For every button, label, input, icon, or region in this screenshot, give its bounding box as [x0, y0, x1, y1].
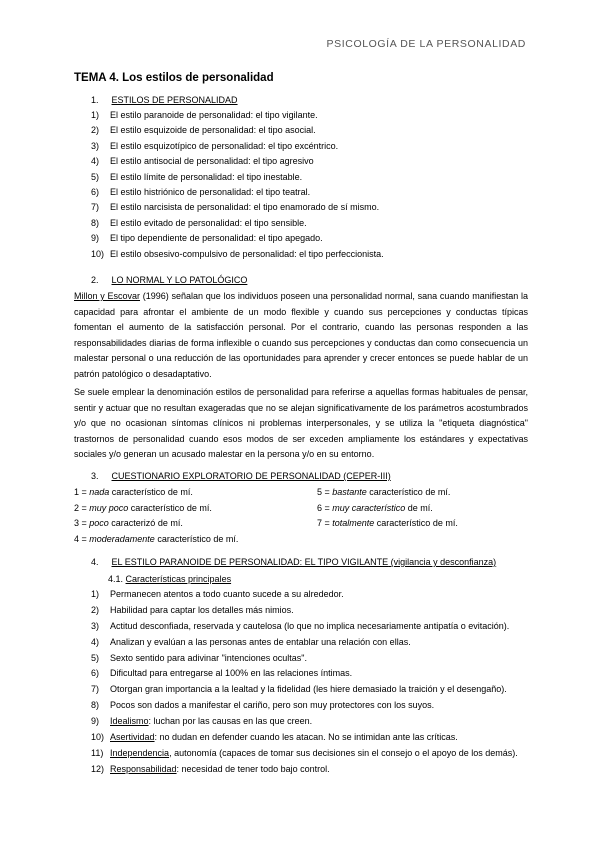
- item-text: El estilo narcisista de personalidad: el tipo enamorado de sí mismo.: [110, 202, 380, 213]
- scale-prefix: 4 =: [74, 533, 90, 544]
- item-number: 6): [91, 668, 100, 679]
- item-text: : necesidad de tener todo bajo control.: [176, 763, 330, 774]
- item-number: 5): [91, 171, 100, 182]
- scale-entry: [317, 518, 458, 528]
- section-title: ESTILOS DE PERSONALIDAD: [111, 95, 238, 105]
- item-number: 2): [91, 125, 100, 136]
- list-item: [91, 187, 384, 202]
- item-keyword: Responsabilidad: [110, 763, 177, 774]
- item-number: 6): [91, 186, 100, 197]
- item-keyword: Idealismo: [110, 716, 149, 727]
- list-item: [91, 716, 518, 732]
- scale-suffix: característico de mí.: [374, 518, 458, 529]
- item-number: 4): [91, 636, 100, 647]
- item-text: Actitud desconfiada, reservada y cautelosa (lo que no implica necesariamente antipatía o evitación).: [110, 620, 510, 631]
- list-item: [91, 110, 384, 125]
- characteristics-list: [91, 589, 518, 780]
- item-text: El estilo esquizotípico de personalidad: el tipo excéntrico.: [110, 140, 339, 151]
- item-text: , autonomía (capaces de tomar sus decisiones sin el consejo o el apoyo de los demás).: [169, 747, 518, 758]
- item-number: 5): [91, 652, 100, 663]
- scale-entry: [74, 487, 193, 497]
- item-text: Habilidad para captar los detalles más nimios.: [110, 604, 294, 615]
- subsection-heading: [108, 574, 231, 584]
- scale-emphasis: poco: [89, 518, 109, 529]
- list-item: [91, 732, 518, 748]
- scale-row: [74, 487, 528, 503]
- page-title: TEMA 4. Los estilos de personalidad: [74, 72, 274, 84]
- list-item: [91, 233, 384, 248]
- scale-emphasis: moderadamente: [89, 533, 155, 544]
- paragraph-normal-pathological: [74, 289, 528, 382]
- item-text: El tipo dependiente de personalidad: el tipo apegado.: [110, 233, 323, 244]
- item-number: 8): [91, 700, 100, 711]
- scale-entry: [317, 503, 433, 513]
- item-number: 3): [91, 620, 100, 631]
- item-text: Analizan y evalúan a las personas antes de entablar una relación con ellas.: [110, 636, 411, 647]
- list-item: [91, 202, 384, 217]
- scale-emphasis: nada: [89, 487, 110, 497]
- item-text: El estilo paranoide de personalidad: el tipo vigilante.: [110, 110, 318, 120]
- item-text: El estilo evitado de personalidad: el tipo sensible.: [110, 217, 307, 228]
- paragraph-text: (1996) señalan que los individuos poseen una personalidad normal, sana cuando manifiestan la capacidad para afrontar el ambiente de un modo flexible y cuando sus percepciones y conductas típicas fomentan el aumento de la satisfacción personal. Por el contrario, cuando las personas responden a las responsabilidades diarias de forma inflexible o cuando sus percepciones y conductas dan como consecuencia un malestar personal o una reducción de las oportunidades para aprender y crecer entonces se puede hablar de un patrón patológico o desadaptativo.: [74, 291, 528, 379]
- section-4-heading: [91, 557, 496, 567]
- item-text: Dificultad para entregarse al 100% en las relaciones íntimas.: [110, 668, 353, 679]
- scale-suffix: característico de mí.: [366, 487, 451, 497]
- list-item: [91, 684, 518, 700]
- item-number: 7): [91, 202, 100, 213]
- subsection-title: Características principales: [125, 574, 232, 584]
- item-number: 2): [91, 604, 100, 615]
- section-title: CUESTIONARIO EXPLORATORIO DE PERSONALIDAD (CEPER-III): [111, 471, 391, 481]
- scale-suffix: característico de mí.: [154, 533, 239, 544]
- item-number: 8): [91, 217, 100, 228]
- section-title-tail: (vigilancia y desconfianza): [388, 557, 497, 567]
- list-item: [91, 653, 518, 669]
- section-number: 3.: [91, 471, 99, 481]
- item-text: El estilo límite de personalidad: el tipo inestable.: [110, 171, 303, 182]
- scale-prefix: 7 =: [317, 518, 333, 529]
- scale-entry: [317, 487, 450, 497]
- running-header: PSICOLOGÍA DE LA PERSONALIDAD: [326, 38, 526, 50]
- list-item: [91, 700, 518, 716]
- scale-prefix: 3 =: [74, 518, 90, 529]
- list-item: [91, 172, 384, 187]
- section-number: 4.: [91, 557, 99, 567]
- rating-scale: [74, 487, 528, 549]
- item-text: : no dudan en defender cuando les atacan. No se intimidan ante las críticas.: [154, 732, 458, 743]
- scale-suffix: de mí.: [405, 502, 433, 513]
- scale-row: [74, 518, 528, 534]
- item-number: 9): [91, 233, 100, 244]
- item-number: 7): [91, 684, 100, 695]
- scale-row: [74, 534, 528, 550]
- list-item: [91, 748, 518, 764]
- section-1-heading: [91, 95, 238, 105]
- scale-entry: [74, 534, 238, 544]
- subsection-number: 4.1.: [108, 574, 124, 584]
- section-2-heading: [91, 275, 247, 285]
- scale-suffix: caracterizó de mí.: [108, 518, 183, 529]
- list-item: [91, 605, 518, 621]
- list-item: [91, 589, 518, 605]
- section-number: 1.: [91, 95, 99, 105]
- item-number: 3): [91, 140, 100, 151]
- styles-list: [91, 110, 384, 264]
- item-text: El estilo antisocial de personalidad: el tipo agresivo: [110, 156, 314, 167]
- item-number: 9): [91, 716, 100, 727]
- item-text: Sexto sentido para adivinar "intenciones ocultas".: [110, 652, 308, 663]
- scale-suffix: característico de mí.: [109, 487, 193, 497]
- item-keyword: Asertividad: [110, 732, 155, 743]
- item-text: El estilo esquizoide de personalidad: el tipo asocial.: [110, 125, 316, 136]
- scale-emphasis: muy poco: [89, 502, 129, 513]
- scale-entry: [74, 518, 183, 528]
- scale-prefix: 6 =: [317, 502, 333, 513]
- item-keyword: Independencia: [110, 747, 170, 758]
- scale-entry: [74, 503, 212, 513]
- item-number: 11): [91, 747, 104, 758]
- item-number: 1): [91, 589, 100, 599]
- item-number: 12): [91, 763, 105, 774]
- item-text: : luchan por las causas en las que creen.: [148, 716, 313, 727]
- list-item: [91, 764, 518, 780]
- list-item: [91, 668, 518, 684]
- section-title: [112, 557, 497, 567]
- section-3-heading: [91, 471, 391, 481]
- item-text: Permanecen atentos a todo cuanto sucede a su alrededor.: [110, 589, 344, 599]
- scale-emphasis: bastante: [332, 487, 367, 497]
- item-text: Otorgan gran importancia a la lealtad y la fidelidad (les hiere demasiado la traición y el desengaño).: [110, 684, 507, 695]
- list-item: [91, 218, 384, 233]
- item-number: 1): [91, 110, 100, 120]
- section-title-main: EL ESTILO PARANOIDE DE PERSONALIDAD: EL TIPO VIGILANTE: [111, 557, 389, 567]
- scale-prefix: 5 =: [317, 487, 333, 497]
- item-number: 10): [91, 732, 105, 743]
- scale-prefix: 2 =: [74, 502, 90, 513]
- item-number: 10): [91, 248, 105, 259]
- section-title: LO NORMAL Y LO PATOLÓGICO: [111, 275, 248, 285]
- section-number: 2.: [91, 275, 99, 285]
- list-item: [91, 141, 384, 156]
- item-text: El estilo histriónico de personalidad: el tipo teatral.: [110, 186, 311, 197]
- authors-citation: Millon y Escovar: [74, 291, 141, 301]
- scale-prefix: 1 =: [74, 487, 90, 497]
- scale-suffix: característico de mí.: [128, 502, 212, 513]
- scale-row: [74, 503, 528, 519]
- scale-emphasis: totalmente: [332, 518, 375, 529]
- list-item: [91, 125, 384, 140]
- item-number: 4): [91, 156, 100, 167]
- item-text: El estilo obsesivo-compulsivo de personalidad: el tipo perfeccionista.: [110, 248, 384, 259]
- item-text: Pocos son dados a manifestar el cariño, pero son muy protectores con los suyos.: [110, 700, 435, 711]
- paragraph-styles-definition: Se suele emplear la denominación estilos de personalidad para referirse a aquellas formas habituales de pensar, sentir y actuar que no resultan exageradas que no se alejan significativamente de los parámetros acostumbrados y/o que no ocasionan síntomas clínicos ni problemas interpersonales, y se utiliza la "etiqueta diagnóstica" trastornos de personalidad cuando esos modos de ser exceden ampliamente los estándares y expectativas sociales y/o generan un acusado malestar en la persona y/o en su entorno.: [74, 387, 528, 459]
- list-item: [91, 637, 518, 653]
- scale-emphasis: muy característico: [332, 502, 406, 513]
- list-item: [91, 156, 384, 171]
- list-item: [91, 621, 518, 637]
- list-item: [91, 249, 384, 264]
